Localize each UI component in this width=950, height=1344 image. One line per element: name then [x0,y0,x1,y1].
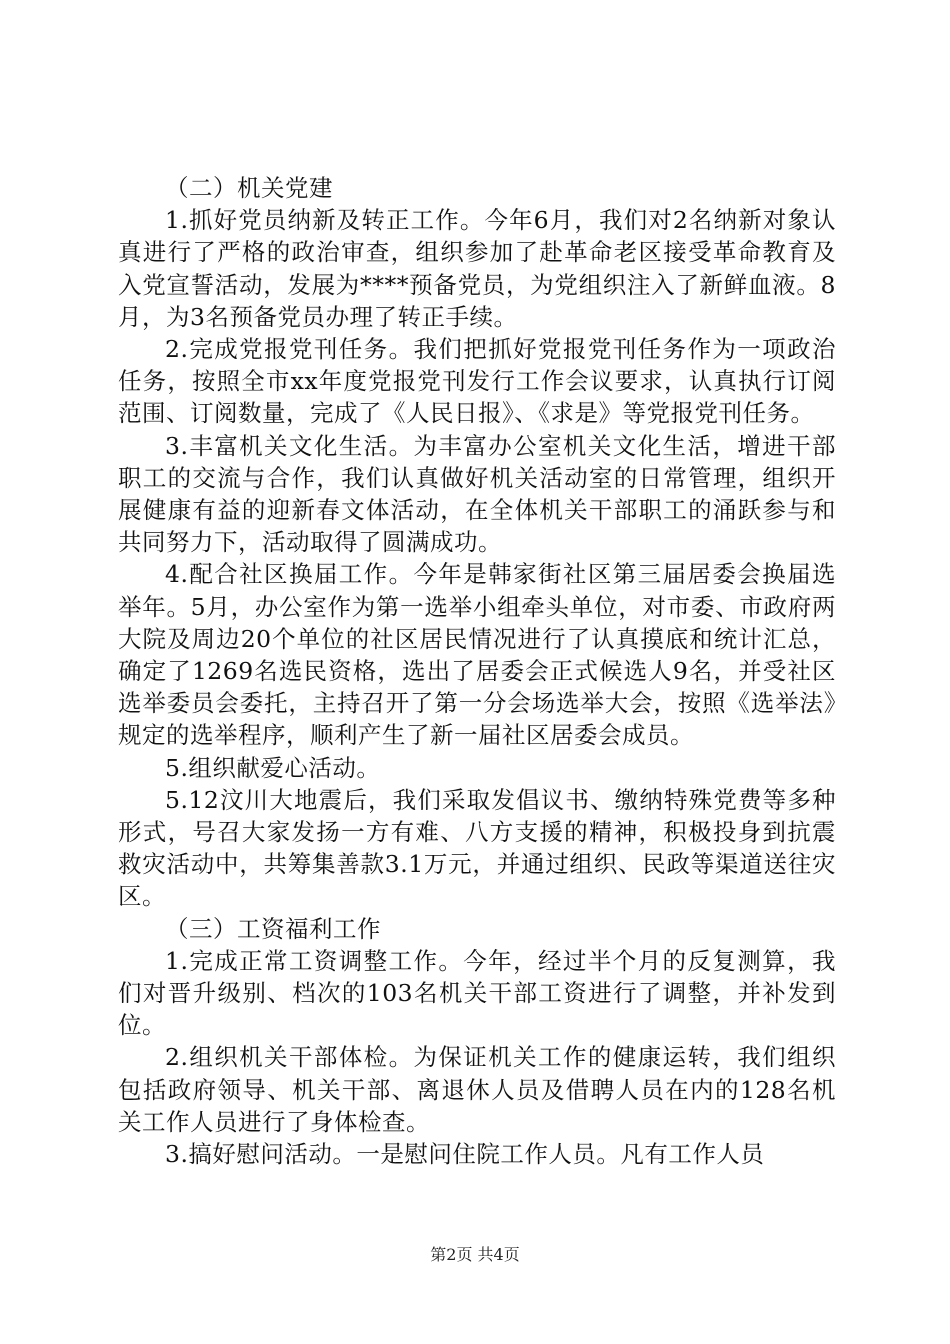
section-heading-2: （二）机关党建 [165,174,333,202]
paragraph-health-check: 2.组织机关干部体检。为保证机关工作的健康运转，我们组织包括政府领导、机关干部、离退休人员及借聘人员在内的128名机关工作人员进行了身体检查。 [118,1043,836,1136]
paragraph-party-membership: 1.抓好党员纳新及转正工作。今年6月，我们对2名纳新对象认真进行了严格的政治审查，组织参加了赴革命老区接受革命教育及入党宣誓活动，发展为****预备党员，为党组织注入了新鲜血液。8月，为3名预备党员办理了转正手续。 [118,206,836,331]
paragraph-condolence: 3.搞好慰问活动。一是慰问住院工作人员。凡有工作人员 [165,1140,765,1169]
paragraph-party-newspapers: 2.完成党报党刊任务。我们把抓好党报党刊任务作为一项政治任务，按照全市xx年度党报党刊发行工作会议要求，认真执行订阅范围、订阅数量，完成了《人民日报》、《求是》等党报党刊任务。 [118,335,836,428]
paragraph-salary-adjustment: 1.完成正常工资调整工作。今年，经过半个月的反复测算，我们对晋升级别、档次的103名机关干部工资进行了调整，并补发到位。 [118,946,836,1040]
paragraph-charity-title: 5.组织献爱心活动。 [165,753,381,782]
paragraph-earthquake-relief: 5.12汶川大地震后，我们采取发倡议书、缴纳特殊党费等多种形式，号召大家发扬一方有难、八方支援的精神，积极投身到抗震救灾活动中，共筹集善款3.1万元，并通过组织、民政等渠道送往灾区。 [118,785,836,911]
paragraph-cultural-life: 3.丰富机关文化生活。为丰富办公室机关文化生活，增进干部职工的交流与合作，我们认真做好机关活动室的日常管理，组织开展健康有益的迎新春文体活动，在全体机关干部职工的涌跃参与和共同努力下，活动取得了圆满成功。 [118,431,836,557]
paragraph-community-election: 4.配合社区换届工作。今年是韩家街社区第三届居委会换届选举年。5月，办公室作为第一选举小组牵头单位，对市委、市政府两大院及周边20个单位的社区居民情况进行了认真摸底和统计汇总，确定了1269名选民资格，选出了居委会正式候选人9名，并受社区选举委员会委托，主持召开了第一分会场选举大会，按照《选举法》规定的选举程序，顺利产生了新一届社区居委会成员。 [118,560,836,750]
section-heading-3: （三）工资福利工作 [165,914,381,943]
document-body [118,172,836,1170]
page-number-footer: 第2页 共4页 [430,1245,520,1264]
